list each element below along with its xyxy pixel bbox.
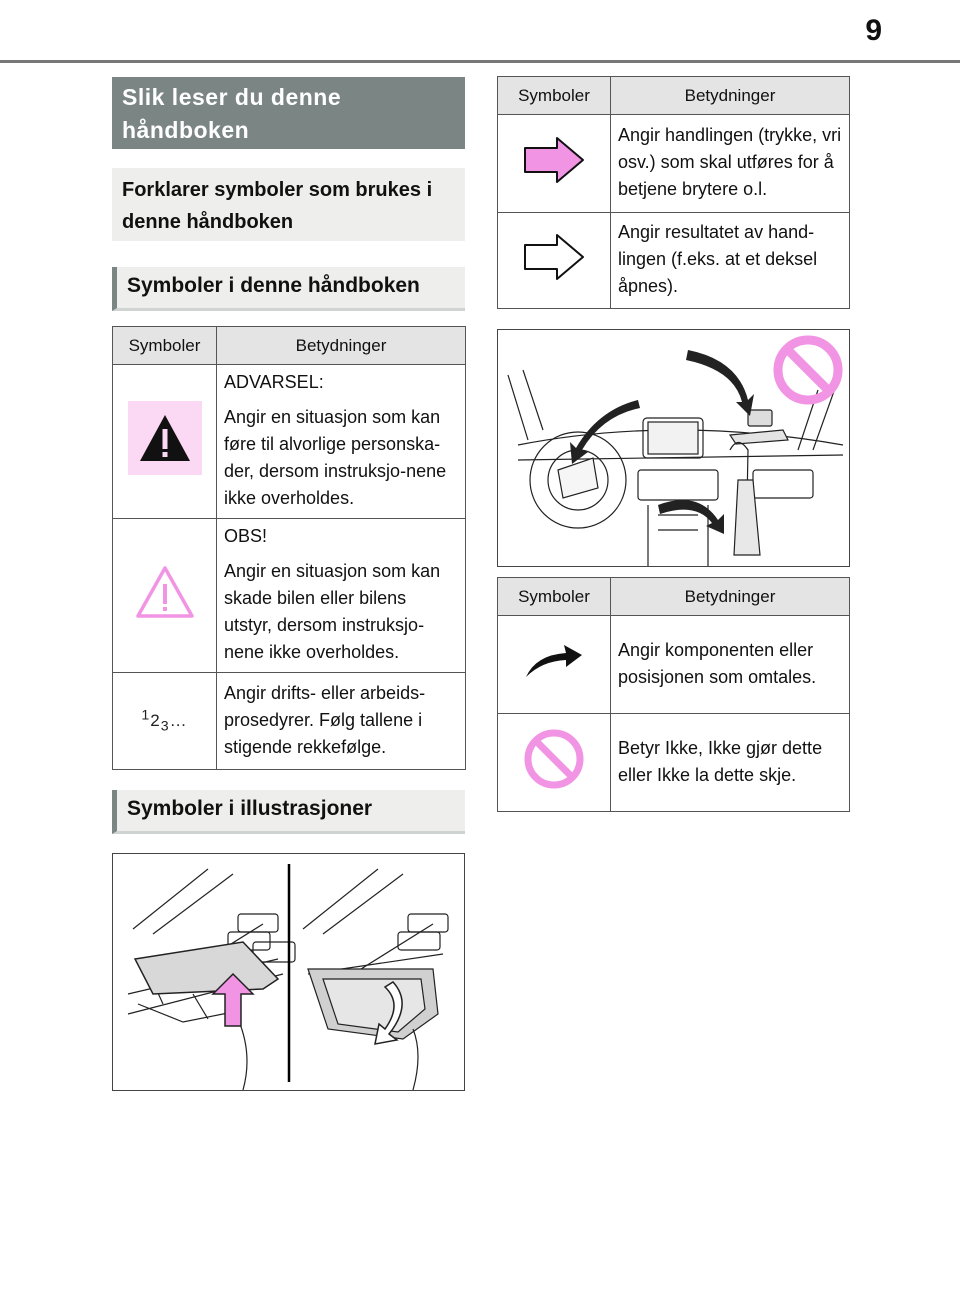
table-row (498, 616, 850, 714)
sequence-icon (141, 706, 188, 735)
prohibition-icon (522, 727, 586, 791)
warning-filled-icon (128, 401, 202, 475)
sequence-digit: 2 (150, 710, 161, 730)
sequence-digit: 1 (141, 706, 151, 723)
meaning-cell (217, 365, 466, 519)
column-header-symbols: Symboler (498, 578, 611, 616)
action-arrow-table (497, 76, 850, 309)
table-row (498, 115, 850, 213)
sequence-ellipsis: … (169, 710, 188, 730)
table-row (498, 213, 850, 309)
column-header-symbols: Symboler (498, 77, 611, 115)
symbol-cell (498, 115, 611, 213)
symbol-cell (113, 365, 217, 519)
page-number: 9 (865, 14, 882, 47)
outline-arrow-icon (521, 232, 587, 282)
symbol-cell (498, 213, 611, 309)
manual-symbols-table (112, 326, 466, 770)
symbol-cell (498, 714, 611, 812)
obs-label: OBS! (224, 526, 268, 546)
meaning-cell (217, 519, 466, 673)
advarsel-text: Angir en situasjon som kan føre til alvorlige personska-der, dersom instruksjo-nene ikke overholdes. (224, 407, 447, 508)
column-header-symbols: Symboler (113, 327, 217, 365)
symbol-cell (113, 673, 217, 770)
table-row (498, 714, 850, 812)
table-header-row (113, 327, 466, 365)
dashboard-interior-illustration (498, 330, 849, 566)
advarsel-label: ADVARSEL: (224, 372, 324, 392)
sequence-digit: 3 (160, 718, 170, 735)
header-rule (0, 60, 960, 63)
meaning-cell: Angir resultatet av hand-lingen (f.eks. at et deksel åpnes). (611, 213, 850, 309)
section-subheading: Forklarer symboler som brukes i denne håndboken (112, 168, 465, 241)
table-header-row (498, 77, 850, 115)
symbol-cell (498, 616, 611, 714)
column-header-meanings: Betydninger (217, 327, 466, 365)
sequence-text: Angir drifts- eller arbeids-prosedyrer. Følg tallene i stigende rekkefølge. (224, 682, 426, 757)
table-header-row (498, 578, 850, 616)
illustration-symbols-table (497, 577, 850, 812)
overhead-console-illustration (113, 854, 464, 1090)
column-header-meanings: Betydninger (611, 578, 850, 616)
pink-arrow-icon (521, 135, 587, 185)
cover-illustration (112, 853, 465, 1091)
warning-outline-icon (134, 564, 196, 620)
meaning-cell: Angir komponenten eller posisjonen som omtales. (611, 616, 850, 714)
column-header-meanings: Betydninger (611, 77, 850, 115)
meaning-cell (217, 673, 466, 770)
symbol-cell (113, 519, 217, 673)
section-heading-manual-symbols: Symboler i denne håndboken (112, 267, 465, 311)
table-row (113, 673, 466, 770)
dashboard-illustration (497, 329, 850, 567)
table-row (113, 365, 466, 519)
curved-arrow-icon (522, 641, 586, 681)
section-heading-illustration-symbols: Symboler i illustrasjoner (112, 790, 465, 834)
chapter-banner: Slik leser du denne håndboken (112, 77, 465, 149)
meaning-cell: Betyr Ikke, Ikke gjør dette eller Ikke la dette skje. (611, 714, 850, 812)
obs-text: Angir en situasjon som kan skade bilen eller bilens utstyr, dersom instruksjo-nene ikke overholdes. (224, 561, 441, 662)
table-row (113, 519, 466, 673)
meaning-cell: Angir handlingen (trykke, vri osv.) som skal utføres for å betjene brytere o.l. (611, 115, 850, 213)
